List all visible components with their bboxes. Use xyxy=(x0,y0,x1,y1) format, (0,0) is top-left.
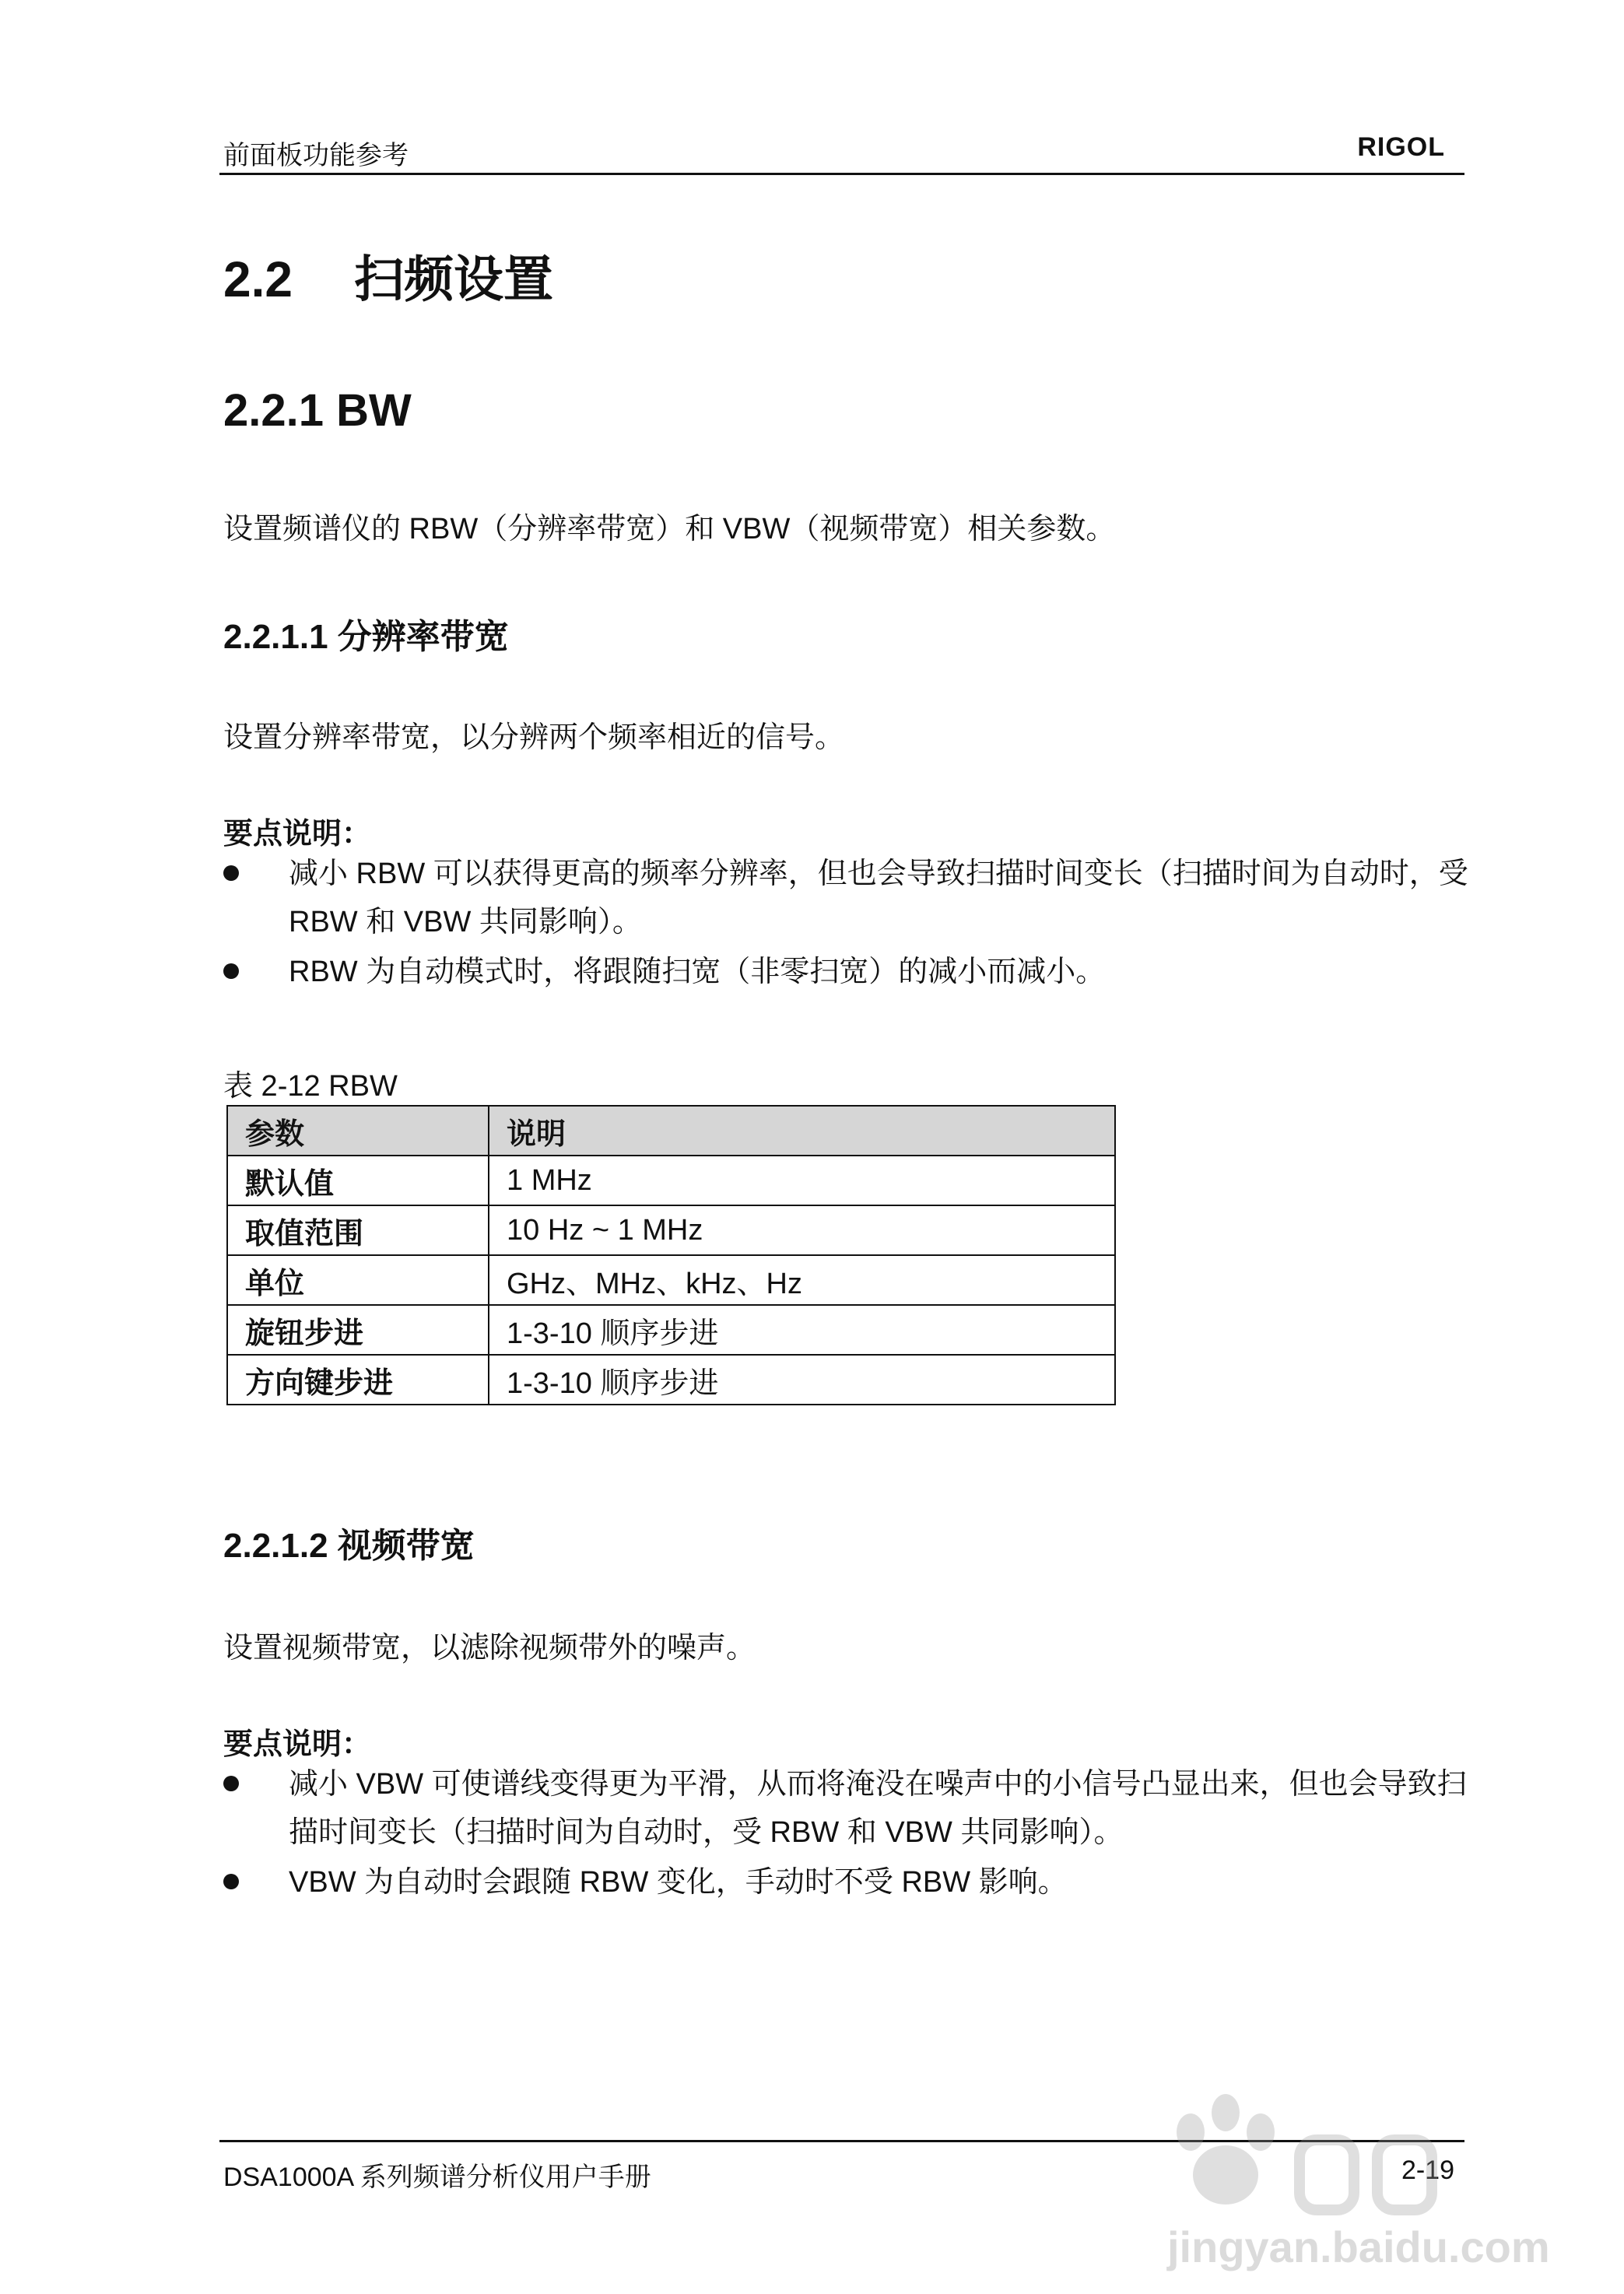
bullet-icon xyxy=(223,1776,239,1791)
list-item xyxy=(223,1760,1468,1857)
value-cell: 10 Hz ~ 1 MHz xyxy=(489,1205,1115,1255)
section-number: 2.2 xyxy=(223,251,293,307)
table-row xyxy=(227,1355,1115,1405)
bullet-icon xyxy=(223,1874,239,1889)
column-header-desc: 说明 xyxy=(489,1106,1115,1156)
param-cell: 方向键步进 xyxy=(227,1355,489,1405)
value-cell: GHz、MHz、kHz、Hz xyxy=(489,1255,1115,1305)
watermark-text: jingyan.baidu.com xyxy=(1167,2222,1550,2271)
param-cell: 旋钮步进 xyxy=(227,1305,489,1355)
value-cell: 1-3-10 顺序步进 xyxy=(489,1305,1115,1355)
list-item xyxy=(223,850,1468,946)
rbw-heading: 2.2.1.1 分辨率带宽 xyxy=(223,618,509,656)
footer-manual-title: DSA1000A 系列频谱分析仪用户手册 xyxy=(223,2162,651,2192)
value-cell: 1 MHz xyxy=(489,1156,1115,1205)
subsection-intro: 设置频谱仪的 RBW（分辨率带宽）和 VBW（视频带宽）相关参数。 xyxy=(223,513,1116,545)
footer-page-number: 2-19 xyxy=(1401,2155,1454,2185)
value-cell: 1-3-10 顺序步进 xyxy=(489,1355,1115,1405)
header-divider xyxy=(219,173,1464,175)
table-header-row xyxy=(227,1106,1115,1156)
header-chapter-title: 前面板功能参考 xyxy=(223,141,409,170)
vbw-description: 设置视频带宽，以滤除视频带外的噪声。 xyxy=(223,1632,756,1664)
table-row xyxy=(227,1205,1115,1255)
list-item xyxy=(223,948,1468,996)
list-item-text: 减小 VBW 可使谱线变得更为平滑，从而将淹没在噪声中的小信号凸显出来，但也会导致扫描时间变长（扫描时间为自动时，受 RBW 和 VBW 共同影响）。 xyxy=(289,1768,1467,1849)
list-item-text: RBW 为自动模式时，将跟随扫宽（非零扫宽）的减小而减小。 xyxy=(289,956,1106,988)
column-header-param: 参数 xyxy=(227,1106,489,1156)
list-item-text: 减小 RBW 可以获得更高的频率分辨率，但也会导致扫描时间变长（扫描时间为自动时，受 RBW 和 VBW 共同影响）。 xyxy=(289,858,1468,938)
list-item xyxy=(223,1858,1468,1906)
param-cell: 取值范围 xyxy=(227,1205,489,1255)
param-cell: 默认值 xyxy=(227,1156,489,1205)
footer-divider xyxy=(219,2140,1464,2142)
vbw-keypoints-list xyxy=(223,1760,1468,1908)
table-row xyxy=(227,1156,1115,1205)
rbw-keypoints-list xyxy=(223,850,1468,998)
vbw-keypoints-label: 要点说明： xyxy=(223,1728,372,1761)
bullet-icon xyxy=(223,865,239,881)
bullet-icon xyxy=(223,963,239,979)
header-brand: RIGOL xyxy=(1357,132,1445,162)
rbw-table xyxy=(226,1105,1116,1405)
rbw-description: 设置分辨率带宽，以分辨两个频率相近的信号。 xyxy=(223,721,845,754)
section-title: 扫频设置 xyxy=(354,251,553,307)
table-row xyxy=(227,1305,1115,1355)
param-cell: 单位 xyxy=(227,1255,489,1305)
rbw-keypoints-label: 要点说明： xyxy=(223,818,372,851)
table-row xyxy=(227,1255,1115,1305)
subsection-heading: 2.2.1 BW xyxy=(223,385,412,436)
vbw-heading: 2.2.1.2 视频带宽 xyxy=(223,1527,475,1565)
list-item-text: VBW 为自动时会跟随 RBW 变化，手动时不受 RBW 影响。 xyxy=(289,1866,1068,1899)
table-caption: 表 2-12 RBW xyxy=(223,1070,398,1103)
section-heading xyxy=(223,240,553,311)
